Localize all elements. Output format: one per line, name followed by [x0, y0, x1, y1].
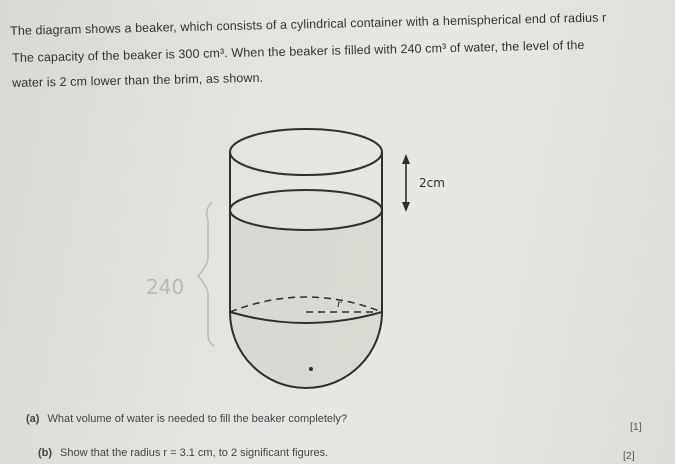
water-level-ellipse	[230, 190, 382, 230]
intro-line-1: The diagram shows a beaker, which consists of a cylindrical container with a hemispherical end of radius r	[10, 10, 607, 38]
handwritten-note: 240	[146, 275, 185, 299]
question-a	[26, 413, 347, 425]
intro-line-2: The capacity of the beaker is 300 cm³. When the beaker is filled with 240 cm³ of water, the level of the	[12, 38, 585, 65]
gap-arrow	[402, 154, 410, 212]
question-b-marks: [2]	[623, 450, 635, 462]
question-b-text: Show that the radius r = 3.1 cm, to 2 significant figures.	[60, 447, 329, 459]
radius-label: r	[337, 296, 342, 310]
question-b-label: (b)	[38, 447, 53, 459]
question-b	[38, 447, 328, 459]
gap-label: 2cm	[419, 176, 445, 190]
beaker	[230, 129, 382, 388]
question-a-text: What volume of water is needed to fill the beaker completely?	[47, 413, 348, 425]
question-a-marks: [1]	[630, 421, 642, 433]
question-a-label: (a)	[26, 413, 40, 425]
brim-ellipse	[230, 129, 382, 175]
handwritten-bracket	[198, 202, 214, 346]
beaker-diagram	[146, 120, 470, 400]
centre-dot	[309, 367, 313, 371]
intro-line-3: water is 2 cm lower than the brim, as shown.	[12, 70, 264, 90]
